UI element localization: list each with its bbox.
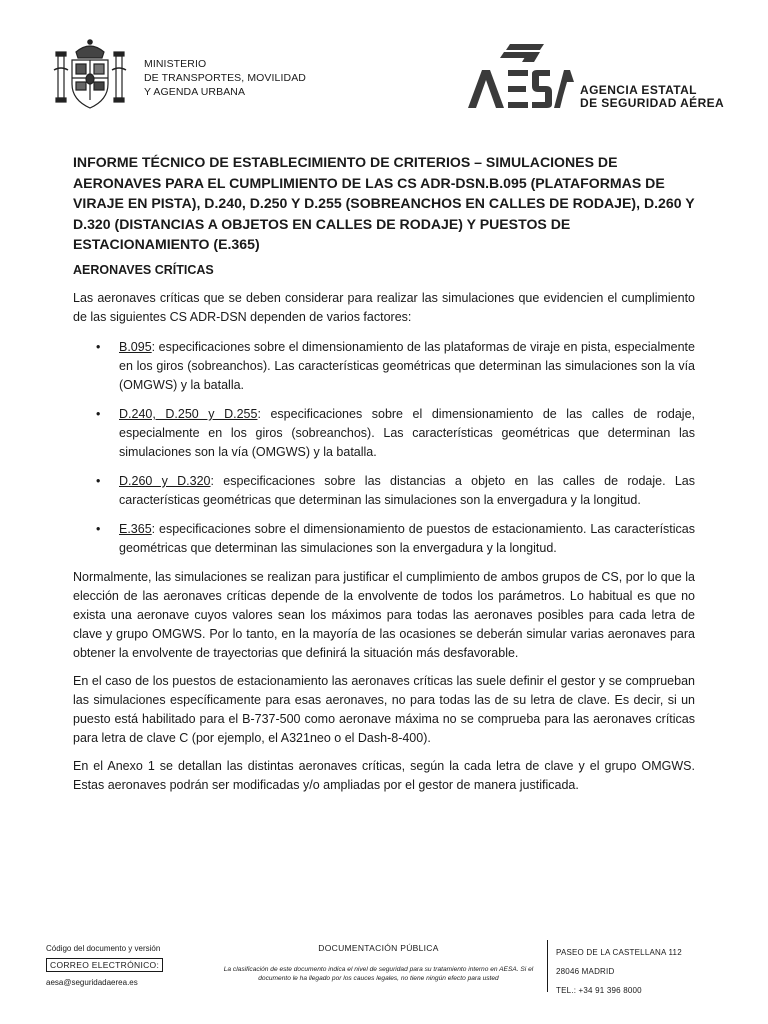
body-paragraph: Normalmente, las simulaciones se realizan para justificar el cumplimiento de ambos grupos de CS, por lo que la elección de las aeronaves críticas depende de la envolvente de todos los parámetros. Lo habitual es que no exista una aeronave cuyos valores sean los máximos para todas las aeronaves posibles para cada letra de clave y grupo OMGWS. Por lo tanto, en la mayoría de las ocasiones se deberán simular varias aeronaves para obtener la envolvente de trayectorias que definirá la situación más desfavorable. (73, 570, 695, 660)
list-item-text: : especificaciones sobre el dimensionamiento de las plataformas de viraje en pista, especialmente en los giros (sobreanchos). Las características geométricas que determinan las simulaciones son la vía (OMGWS) y la batalla. (119, 340, 695, 392)
criteria-list (73, 338, 695, 558)
aesa-logo (466, 42, 574, 110)
doc-code-label: Código del documento y versión (46, 944, 161, 953)
cs-reference: D.240, D.250 y D.255 (119, 407, 258, 421)
list-item (73, 520, 695, 558)
ministry-line: MINISTERIO (144, 58, 207, 70)
agency-name (580, 84, 724, 110)
ministry-line: Y AGENDA URBANA (144, 86, 246, 98)
list-item (73, 472, 695, 510)
address-line: 28046 MADRID (556, 967, 615, 976)
footer-divider (547, 940, 548, 992)
address-line: PASEO DE LA CASTELLANA 112 (556, 948, 682, 957)
cs-reference: E.365 (119, 522, 152, 536)
classification-label: DOCUMENTACIÓN PÚBLICA (318, 943, 439, 953)
cs-reference: D.260 y D.320 (119, 474, 211, 488)
body-paragraph: En el caso de los puestos de estacionamiento las aeronaves críticas las suele definir el gestor y se comprueban las simulaciones específicamente para esas aeronaves, no para todas las de su letra de clave. Es decir, si un puesto está habilitado para el B-737-500 como aeronave máxima no se comprueba para las aeronaves críticas para letra de clave C (por ejemplo, el A321neo o el Dash-8-400). (73, 674, 695, 745)
bullet-icon: • (96, 407, 101, 421)
list-item (73, 405, 695, 462)
document-body (73, 289, 695, 804)
email-label: CORREO ELECTRÓNICO: (46, 958, 163, 972)
agency-address (556, 943, 682, 1000)
cs-reference: B.095 (119, 340, 152, 354)
bullet-icon: • (96, 340, 101, 354)
ministry-name (144, 57, 306, 99)
list-item (73, 338, 695, 395)
agency-line: AGENCIA ESTATAL (580, 83, 697, 97)
section-heading: AERONAVES CRÍTICAS (73, 263, 214, 277)
bullet-icon: • (96, 522, 101, 536)
agency-line: DE SEGURIDAD AÉREA (580, 96, 725, 110)
document-title: INFORME TÉCNICO DE ESTABLECIMIENTO DE CRITERIOS – SIMULACIONES DE AERONAVES PARA EL CUMPLIMIENTO DE LAS CS ADR-DSN.B.095 (PLATAFORMAS DE VIRAJE EN PISTA), D.240, D.250 Y D.255 (SOBREANCHOS EN CALLES DE RODAJE), D.260 Y D.320 (DISTANCIAS A OBJETOS EN CALLES DE RODAJE) Y PUESTOS DE ESTACIONAMIENTO (E.365) (73, 154, 695, 252)
spain-coat-of-arms-icon (52, 38, 128, 112)
list-item-text: : especificaciones sobre el dimensionamiento de puestos de estacionamiento. Las características geométricas que determinan las simulaciones son la envergadura y la longitud. (119, 522, 695, 555)
bullet-icon: • (96, 474, 101, 488)
intro-paragraph: Las aeronaves críticas que se deben considerar para realizar las simulaciones que evidencien el cumplimiento de las siguientes CS ADR-DSN dependen de varios factores: (73, 291, 695, 324)
classification-disclaimer: La clasificación de este documento indica el nivel de seguridad para su tratamiento interno en AESA. Si el documento le ha llegado por los cauces legales, no tiene ningún efecto para usted (223, 966, 534, 982)
email-link[interactable]: aesa@seguridadaerea.es (46, 978, 138, 987)
list-item-text: : especificaciones sobre el dimensionamiento de las calles de rodaje, especialmente en los giros (sobreanchos). Las características geométricas que determinan las simulaciones son la vía (OMGWS) y la batalla. (119, 407, 695, 459)
ministry-line: DE TRANSPORTES, MOVILIDAD (144, 72, 306, 84)
address-line: TEL.: +34 91 396 8000 (556, 986, 642, 995)
body-paragraph: En el Anexo 1 se detallan las distintas aeronaves críticas, según la cada letra de clave y el grupo OMGWS. Estas aeronaves podrán ser modificadas y/o ampliadas por el gestor de manera justificada. (73, 759, 695, 792)
list-item-text: : especificaciones sobre las distancias a objeto en las calles de rodaje. Las características geométricas que determinan las simulaciones son la envergadura y la longitud. (119, 474, 695, 507)
